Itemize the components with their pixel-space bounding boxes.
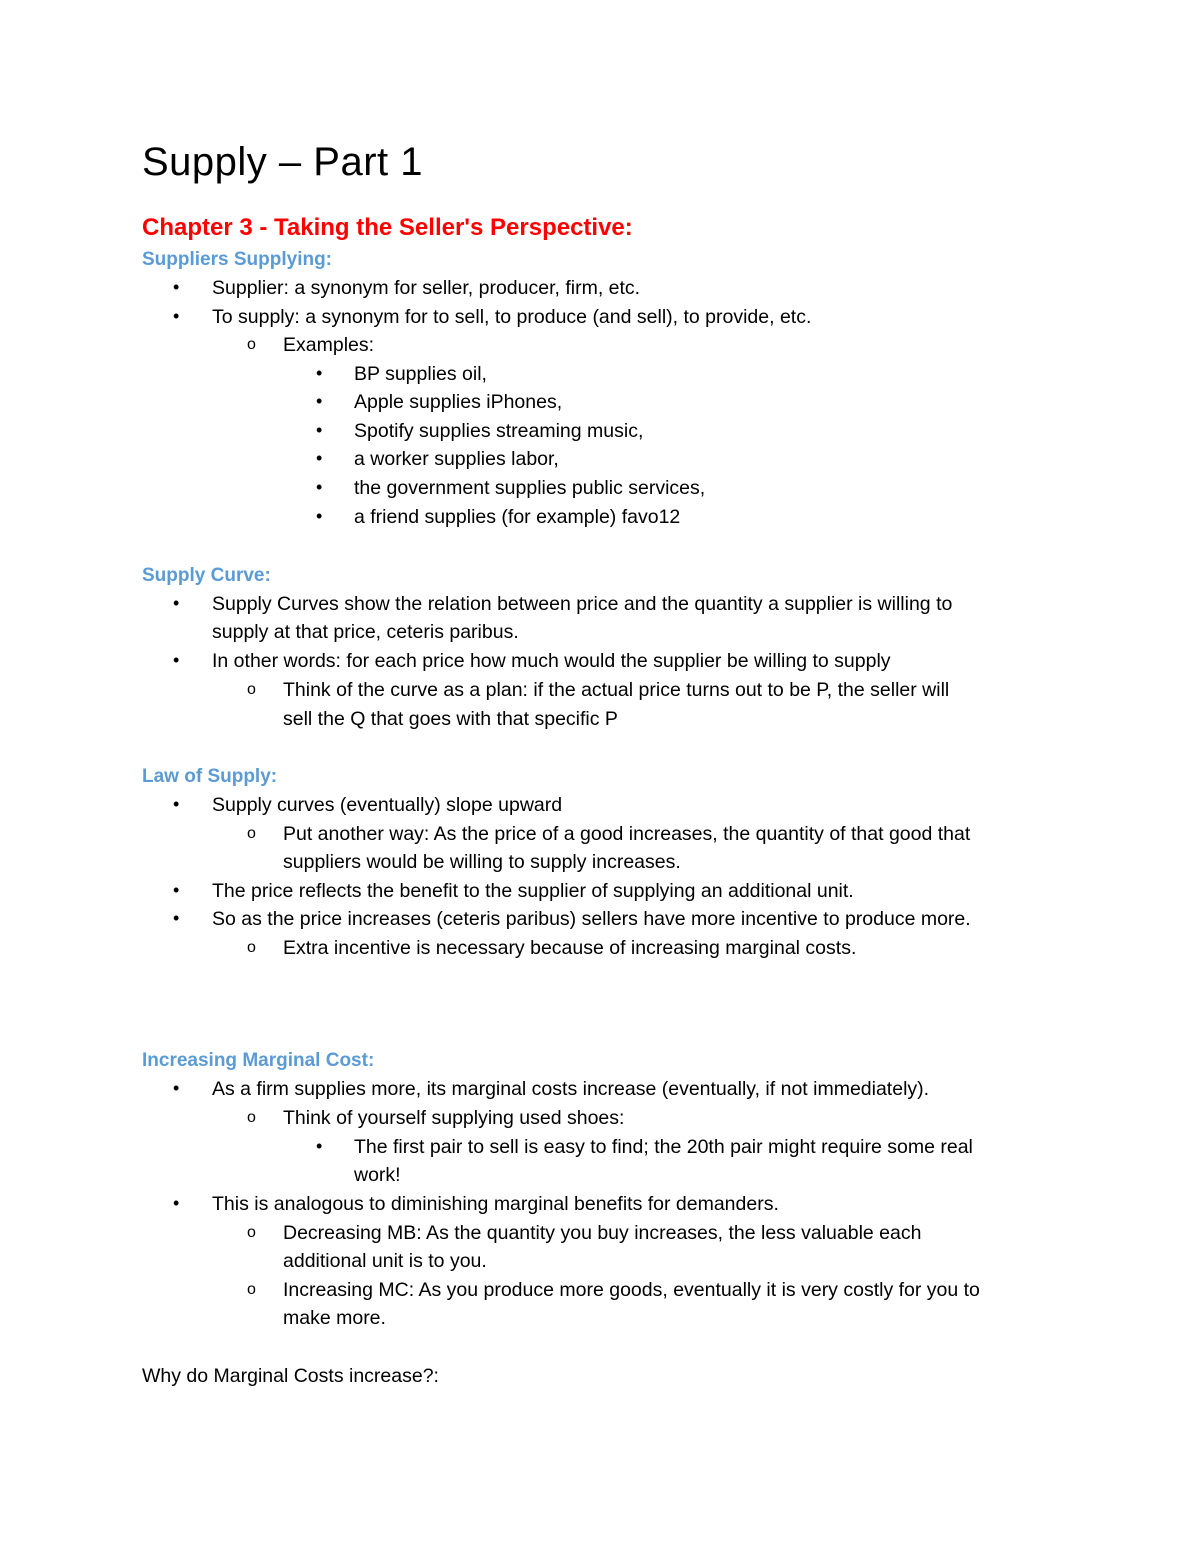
bullet-icon: • bbox=[316, 448, 323, 468]
section-heading-supply-curve: Supply Curve: bbox=[142, 565, 271, 586]
list-item-continuation: suppliers would be willing to supply increases. bbox=[283, 851, 681, 873]
list-item: BP supplies oil, bbox=[354, 363, 487, 385]
list-item: Put another way: As the price of a good increases, the quantity of that good that bbox=[283, 823, 971, 845]
bullet-icon: • bbox=[173, 908, 180, 928]
list-item: Increasing MC: As you produce more goods, eventually it is very costly for you to bbox=[283, 1279, 980, 1301]
bullet-icon: • bbox=[316, 1136, 323, 1156]
bullet-icon: • bbox=[173, 1193, 180, 1213]
list-item-continuation: supply at that price, ceteris paribus. bbox=[212, 621, 519, 643]
list-item: a worker supplies labor, bbox=[354, 448, 559, 470]
bullet-icon: • bbox=[173, 794, 180, 814]
bullet-icon: • bbox=[173, 880, 180, 900]
list-item: The first pair to sell is easy to find; the 20th pair might require some real bbox=[354, 1136, 973, 1158]
section-heading-law-of-supply: Law of Supply: bbox=[142, 766, 278, 787]
bullet-icon: • bbox=[316, 391, 323, 411]
page-title: Supply – Part 1 bbox=[142, 140, 423, 184]
list-item: Spotify supplies streaming music, bbox=[354, 420, 644, 442]
bullet-icon: • bbox=[173, 593, 180, 613]
bullet-icon: • bbox=[316, 506, 323, 526]
bullet-icon: • bbox=[316, 363, 323, 383]
list-item: To supply: a synonym for to sell, to produce (and sell), to provide, etc. bbox=[212, 306, 812, 328]
list-item: Supply curves (eventually) slope upward bbox=[212, 794, 563, 816]
list-item: Decreasing MB: As the quantity you buy increases, the less valuable each bbox=[283, 1222, 922, 1244]
list-item: This is analogous to diminishing marginal benefits for demanders. bbox=[212, 1193, 779, 1215]
section-heading-increasing-marginal-cost: Increasing Marginal Cost: bbox=[142, 1050, 375, 1071]
list-item: In other words: for each price how much would the supplier be willing to supply bbox=[212, 650, 891, 672]
bullet-icon: • bbox=[316, 420, 323, 440]
section-heading-suppliers: Suppliers Supplying: bbox=[142, 249, 333, 270]
circle-bullet-icon: o bbox=[247, 825, 256, 842]
list-item: The price reflects the benefit to the supplier of supplying an additional unit. bbox=[212, 880, 854, 902]
list-item: Think of the curve as a plan: if the actual price turns out to be P, the seller will bbox=[283, 679, 950, 701]
list-item-continuation: additional unit is to you. bbox=[283, 1250, 487, 1272]
circle-bullet-icon: o bbox=[247, 1281, 256, 1298]
list-item-continuation: work! bbox=[354, 1164, 401, 1186]
chapter-heading: Chapter 3 - Taking the Seller's Perspective: bbox=[142, 214, 633, 241]
circle-bullet-icon: o bbox=[247, 939, 256, 956]
list-item: Apple supplies iPhones, bbox=[354, 391, 563, 413]
list-item: a friend supplies (for example) favo12 bbox=[354, 506, 681, 528]
list-item-continuation: make more. bbox=[283, 1307, 386, 1329]
list-item: Think of yourself supplying used shoes: bbox=[283, 1107, 625, 1129]
closing-question: Why do Marginal Costs increase?: bbox=[142, 1365, 439, 1387]
list-item: the government supplies public services, bbox=[354, 477, 706, 499]
bullet-icon: • bbox=[173, 277, 180, 297]
list-item: As a firm supplies more, its marginal costs increase (eventually, if not immediately). bbox=[212, 1078, 930, 1100]
circle-bullet-icon: o bbox=[247, 336, 256, 353]
circle-bullet-icon: o bbox=[247, 681, 256, 698]
list-item: Examples: bbox=[283, 334, 375, 356]
bullet-icon: • bbox=[316, 477, 323, 497]
bullet-icon: • bbox=[173, 650, 180, 670]
list-item: Supplier: a synonym for seller, producer, firm, etc. bbox=[212, 277, 641, 299]
bullet-icon: • bbox=[173, 1078, 180, 1098]
list-item: So as the price increases (ceteris paribus) sellers have more incentive to produce more. bbox=[212, 908, 971, 930]
list-item: Supply Curves show the relation between price and the quantity a supplier is willing to bbox=[212, 593, 953, 615]
list-item-continuation: sell the Q that goes with that specific P bbox=[283, 708, 618, 730]
circle-bullet-icon: o bbox=[247, 1109, 256, 1126]
bullet-icon: • bbox=[173, 306, 180, 326]
list-item: Extra incentive is necessary because of increasing marginal costs. bbox=[283, 937, 857, 959]
circle-bullet-icon: o bbox=[247, 1224, 256, 1241]
